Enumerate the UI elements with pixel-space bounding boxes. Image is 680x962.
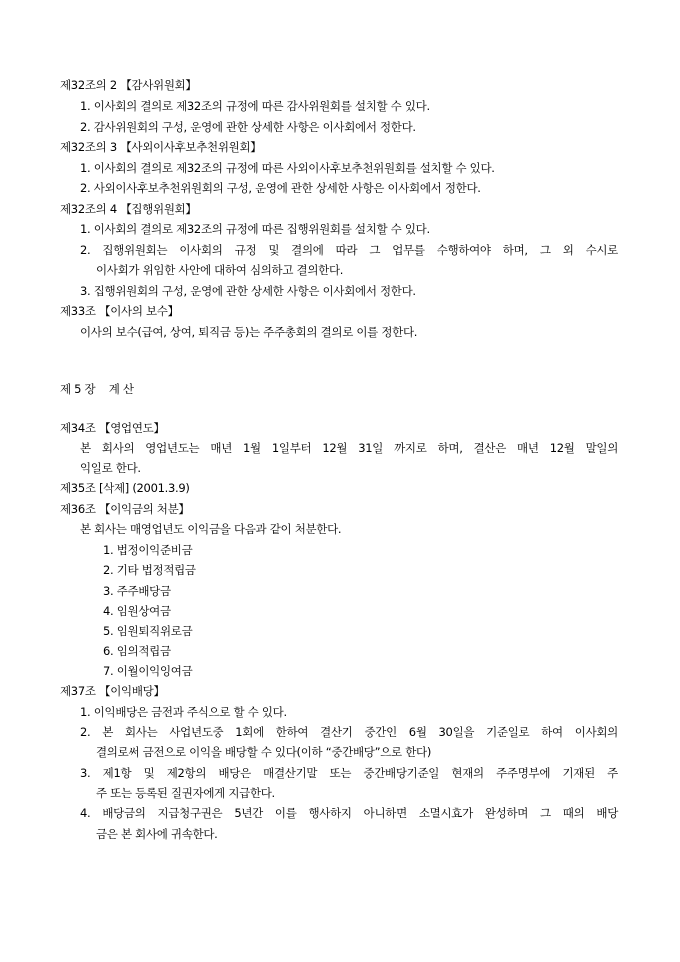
article-37-item: 4. 배당금의 지급청구권은 5년간 이를 행사하지 아니하면 소멸시효가 완성하며 그 때의 배당 [80,806,618,820]
article-34-body: 본 회사의 영업년도는 매년 1월 1일부터 12월 31일 까지로 하며, 결산은 매년 12월 말일의 [80,441,618,455]
article-32-3-heading: 제32조의 3 【사외이사후보추천위원회】 [60,140,262,154]
article-32-4-item: 3. 집행위원회의 구성, 운영에 관한 상세한 사항은 이사회에서 정한다. [80,284,416,298]
article-32-2-item: 1. 이사회의 결의로 제32조의 규정에 따른 감사위원회를 설치할 수 있다. [80,99,430,113]
article-32-4-item: 2. 집행위원회는 이사회의 규정 및 결의에 따라 그 업무를 수행하여야 하며, 그 외 수시로 [80,243,618,257]
article-36-list-item: 3. 주주배당금 [103,584,171,598]
article-35-heading: 제35조 [삭제] (2001.3.9) [60,481,190,495]
article-34-body-continued: 익일로 한다. [80,461,141,475]
article-37-item-continued: 주 또는 등록된 질권자에게 지급한다. [96,786,275,800]
article-32-4-heading: 제32조의 4 【집행위원회】 [60,202,197,216]
article-32-3-item: 1. 이사회의 결의로 제32조의 규정에 따른 사외이사후보추천위원회를 설치할 수 있다. [80,161,495,175]
article-33-body: 이사의 보수(급여, 상여, 퇴직금 등)는 주주총회의 결의로 이를 정한다. [80,325,418,339]
article-32-2-heading: 제32조의 2 【감사위원회】 [60,78,197,92]
article-32-3-item: 2. 사외이사후보추천위원회의 구성, 운영에 관한 상세한 사항은 이사회에서 정한다. [80,181,481,195]
article-36-list-item: 1. 법정이익준비금 [103,543,193,557]
article-32-4-item-continued: 이사회가 위임한 사안에 대하여 심의하고 결의한다. [96,263,344,277]
article-32-4-item: 1. 이사회의 결의로 제32조의 규정에 따른 집행위원회를 설치할 수 있다. [80,222,430,236]
article-36-list-item: 5. 임원퇴직위로금 [103,624,193,638]
article-37-item-continued: 결의로써 금전으로 이익을 배당할 수 있다(이하 “중간배당”으로 한다) [96,745,432,759]
article-36-list-item: 2. 기타 법정적립금 [103,563,196,577]
article-37-item: 3. 제1항 및 제2항의 배당은 매결산기말 또는 중간배당기준일 현재의 주주명부에 기재된 주 [80,766,618,780]
article-34-heading: 제34조 【영업연도】 [60,421,165,435]
article-32-2-item: 2. 감사위원회의 구성, 운영에 관한 상세한 사항은 이사회에서 정한다. [80,120,416,134]
article-36-list-item: 7. 이월이익잉여금 [103,664,193,678]
article-36-list-item: 4. 임원상여금 [103,604,171,618]
article-33-heading: 제33조 【이사의 보수】 [60,304,179,318]
article-36-heading: 제36조 【이익금의 처분】 [60,502,190,516]
article-36-body: 본 회사는 매영업년도 이익금을 다음과 같이 처분한다. [80,522,342,536]
article-37-item: 2. 본 회사는 사업년도중 1회에 한하여 결산기 중간인 6월 30일을 기준일로 하여 이사회의 [80,725,618,739]
chapter-5-title: 제 5 장 계 산 [60,382,134,396]
article-37-item: 1. 이익배당은 금전과 주식으로 할 수 있다. [80,705,287,719]
article-37-heading: 제37조 【이익배당】 [60,684,165,698]
article-37-item-continued: 금은 본 회사에 귀속한다. [96,827,218,841]
article-36-list-item: 6. 임의적립금 [103,644,171,658]
